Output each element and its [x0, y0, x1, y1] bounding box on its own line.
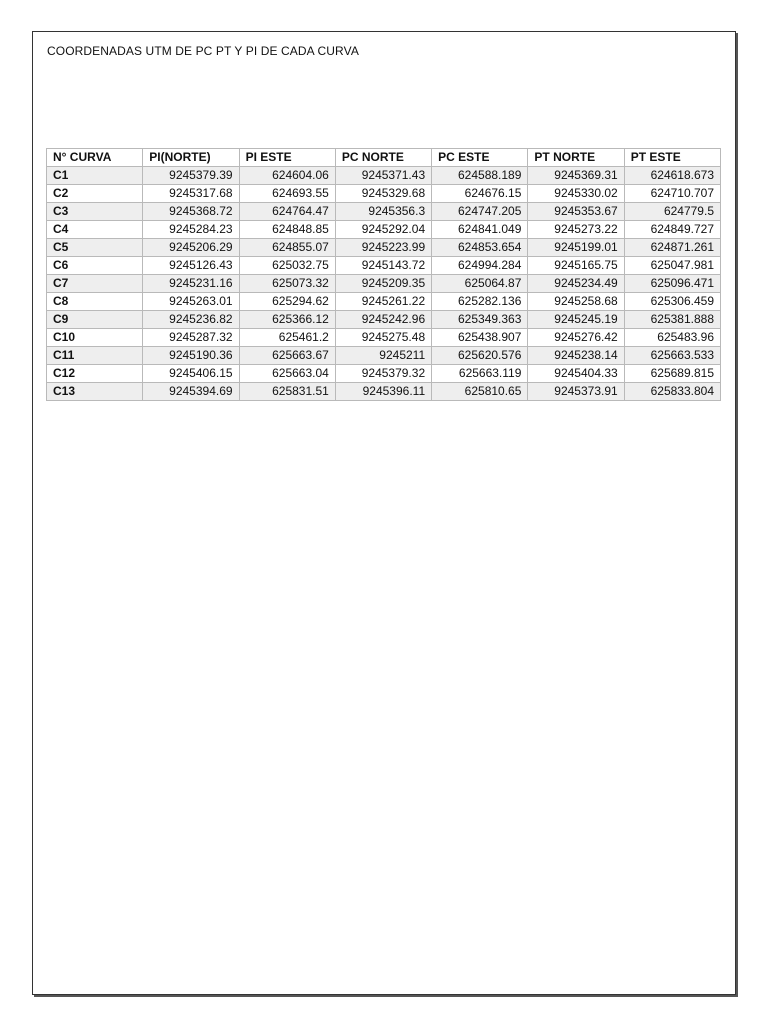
coordinate-cell: 624841.049	[432, 221, 528, 239]
coordinate-cell: 625096.471	[624, 275, 720, 293]
coordinate-cell: 624764.47	[239, 203, 335, 221]
coordinate-cell: 625483.96	[624, 329, 720, 347]
curve-id-cell: C10	[47, 329, 143, 347]
coordinate-cell: 9245394.69	[143, 383, 239, 401]
coordinate-cell: 9245396.11	[335, 383, 431, 401]
coordinate-cell: 624994.284	[432, 257, 528, 275]
coordinate-cell: 625073.32	[239, 275, 335, 293]
coordinate-cell: 625064.87	[432, 275, 528, 293]
coordinate-cell: 9245284.23	[143, 221, 239, 239]
table-row	[47, 365, 721, 383]
column-header: PI ESTE	[239, 149, 335, 167]
coordinate-cell: 9245275.48	[335, 329, 431, 347]
curve-id-cell: C4	[47, 221, 143, 239]
coordinate-cell: 9245242.96	[335, 311, 431, 329]
coordinate-cell: 625032.75	[239, 257, 335, 275]
coordinates-table	[46, 148, 721, 401]
curve-id-cell: C9	[47, 311, 143, 329]
coordinate-cell: 9245292.04	[335, 221, 431, 239]
coordinate-cell: 625663.04	[239, 365, 335, 383]
coordinate-cell: 625381.888	[624, 311, 720, 329]
column-header: PT ESTE	[624, 149, 720, 167]
coordinate-cell: 9245231.16	[143, 275, 239, 293]
coordinate-cell: 9245373.91	[528, 383, 624, 401]
document-title: COORDENADAS UTM DE PC PT Y PI DE CADA CURVA	[47, 44, 359, 58]
table-row	[47, 311, 721, 329]
coordinate-cell: 9245379.39	[143, 167, 239, 185]
curve-id-cell: C1	[47, 167, 143, 185]
coordinate-cell: 9245126.43	[143, 257, 239, 275]
coordinate-cell: 625663.119	[432, 365, 528, 383]
coordinate-cell: 625810.65	[432, 383, 528, 401]
coordinate-cell: 625689.815	[624, 365, 720, 383]
table-row	[47, 221, 721, 239]
coordinate-cell: 9245330.02	[528, 185, 624, 203]
coordinate-cell: 9245356.3	[335, 203, 431, 221]
curve-id-cell: C11	[47, 347, 143, 365]
table-row	[47, 275, 721, 293]
table-row	[47, 329, 721, 347]
coordinate-cell: 625282.136	[432, 293, 528, 311]
column-header: PI(NORTE)	[143, 149, 239, 167]
coordinate-cell: 625831.51	[239, 383, 335, 401]
curve-id-cell: C5	[47, 239, 143, 257]
curve-id-cell: C8	[47, 293, 143, 311]
coordinate-cell: 624588.189	[432, 167, 528, 185]
table-row	[47, 347, 721, 365]
curve-id-cell: C13	[47, 383, 143, 401]
coordinate-cell: 624693.55	[239, 185, 335, 203]
coordinate-cell: 625461.2	[239, 329, 335, 347]
table-row	[47, 257, 721, 275]
coordinate-cell: 9245211	[335, 347, 431, 365]
coordinate-cell: 9245223.99	[335, 239, 431, 257]
coordinate-cell: 624849.727	[624, 221, 720, 239]
coordinate-cell: 625349.363	[432, 311, 528, 329]
coordinate-cell: 625663.533	[624, 347, 720, 365]
coordinate-cell: 625366.12	[239, 311, 335, 329]
coordinate-cell: 624855.07	[239, 239, 335, 257]
table-row	[47, 383, 721, 401]
coordinate-cell: 9245190.36	[143, 347, 239, 365]
curve-id-cell: C7	[47, 275, 143, 293]
coordinate-cell: 625047.981	[624, 257, 720, 275]
curve-id-cell: C3	[47, 203, 143, 221]
coordinate-cell: 9245369.31	[528, 167, 624, 185]
table-header-row	[47, 149, 721, 167]
coordinate-cell: 9245406.15	[143, 365, 239, 383]
coordinate-cell: 9245261.22	[335, 293, 431, 311]
coordinate-cell: 624604.06	[239, 167, 335, 185]
coordinate-cell: 9245245.19	[528, 311, 624, 329]
coordinate-cell: 624779.5	[624, 203, 720, 221]
curve-id-cell: C12	[47, 365, 143, 383]
table-row	[47, 293, 721, 311]
coordinate-cell: 625294.62	[239, 293, 335, 311]
coordinate-cell: 625620.576	[432, 347, 528, 365]
coordinate-cell: 625663.67	[239, 347, 335, 365]
coordinate-cell: 9245371.43	[335, 167, 431, 185]
coordinate-cell: 624848.85	[239, 221, 335, 239]
curve-id-cell: C6	[47, 257, 143, 275]
coordinate-cell: 9245199.01	[528, 239, 624, 257]
coordinate-cell: 9245276.42	[528, 329, 624, 347]
table-row	[47, 203, 721, 221]
coordinate-cell: 624618.673	[624, 167, 720, 185]
coordinate-cell: 9245379.32	[335, 365, 431, 383]
column-header: N° CURVA	[47, 149, 143, 167]
coordinate-cell: 625438.907	[432, 329, 528, 347]
coordinate-cell: 9245329.68	[335, 185, 431, 203]
coordinate-cell: 9245236.82	[143, 311, 239, 329]
coordinate-cell: 9245238.14	[528, 347, 624, 365]
coordinate-cell: 9245209.35	[335, 275, 431, 293]
coordinate-cell: 624871.261	[624, 239, 720, 257]
column-header: PT NORTE	[528, 149, 624, 167]
coordinate-cell: 9245353.67	[528, 203, 624, 221]
coordinate-cell: 9245263.01	[143, 293, 239, 311]
table-row	[47, 167, 721, 185]
coordinate-cell: 625833.804	[624, 383, 720, 401]
coordinate-cell: 9245368.72	[143, 203, 239, 221]
coordinate-cell: 9245258.68	[528, 293, 624, 311]
coordinate-cell: 9245206.29	[143, 239, 239, 257]
coordinate-cell: 624747.205	[432, 203, 528, 221]
coordinate-cell: 9245287.32	[143, 329, 239, 347]
coordinate-cell: 9245404.33	[528, 365, 624, 383]
coordinate-cell: 624676.15	[432, 185, 528, 203]
column-header: PC NORTE	[335, 149, 431, 167]
coordinate-cell: 9245273.22	[528, 221, 624, 239]
coordinate-cell: 9245165.75	[528, 257, 624, 275]
table-row	[47, 239, 721, 257]
coordinate-cell: 625306.459	[624, 293, 720, 311]
curve-id-cell: C2	[47, 185, 143, 203]
table-row	[47, 185, 721, 203]
coordinate-cell: 9245317.68	[143, 185, 239, 203]
coordinate-cell: 624853.654	[432, 239, 528, 257]
coordinate-cell: 9245143.72	[335, 257, 431, 275]
column-header: PC ESTE	[432, 149, 528, 167]
coordinate-cell: 9245234.49	[528, 275, 624, 293]
coordinate-cell: 624710.707	[624, 185, 720, 203]
